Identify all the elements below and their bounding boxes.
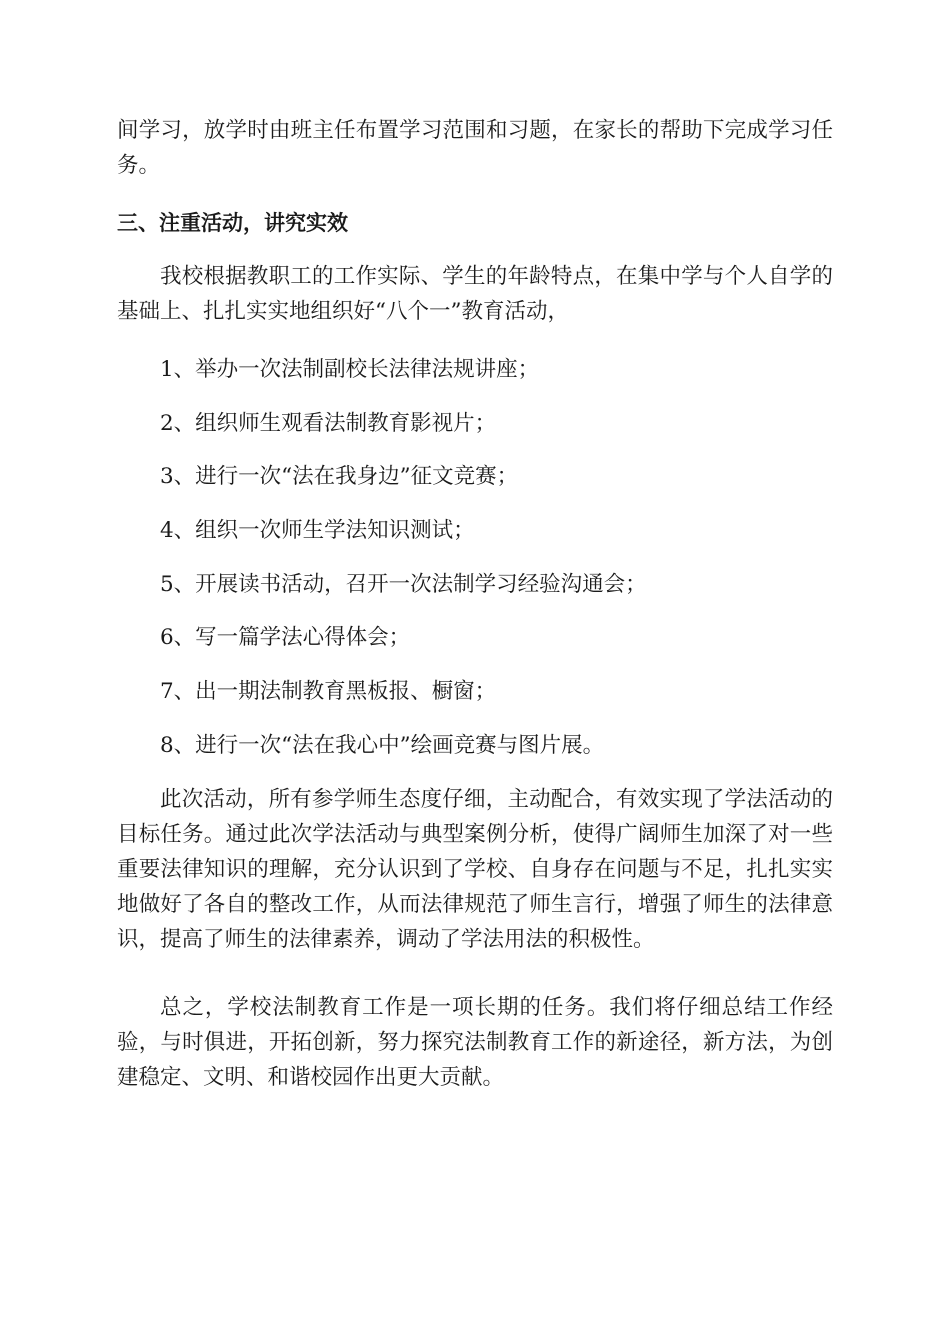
activity-item-1: 1、举办一次法制副校长法律法规讲座； [160,357,540,382]
activity-item-4: 4、组织一次师生学法知识测试； [160,518,475,543]
summary-paragraph: 此次活动，所有参学师生态度仔细，主动配合，有效实现了学法活动的目标任务。通过此次学法活动与典型案例分析，使得广阔师生加深了对一些重要法律知识的理解，充分认识到了学校、自身存在问题与不足，扎扎实实地做好了各自的整改工作，从而法律规范了师生言行，增强了师生的法律意识，提高了师生的法律素养，调动了学法用法的积极性。 [117,787,833,952]
activity-item-5: 5、开展读书活动，召开一次法制学习经验沟通会； [160,572,647,597]
activity-item-2: 2、组织师生观看法制教育影视片； [160,411,497,436]
activity-item-7: 7、出一期法制教育黑板报、橱窗； [160,679,497,704]
activity-item-6: 6、写一篇学法心得体会； [160,625,411,650]
intro-paragraph: 我校根据教职工的工作实际、学生的年龄特点，在集中学与个人自学的基础上、扎扎实实地组织好“八个一”教育活动， [117,264,833,324]
activity-item-8: 8、进行一次“法在我心中”绘画竞赛与图片展。 [160,733,605,758]
closing-paragraph: 总之，学校法制教育工作是一项长期的任务。我们将仔细总结工作经验，与时俱进，开拓创新，努力探究法制教育工作的新途径，新方法，为创建稳定、文明、和谐校园作出更大贡献。 [117,995,833,1090]
activity-item-3: 3、进行一次“法在我身边”征文竞赛； [160,464,519,489]
continuation-paragraph: 间学习，放学时由班主任布置学习范围和习题，在家长的帮助下完成学习任务。 [117,118,833,178]
section-heading: 三、注重活动，讲究实效 [117,211,348,235]
